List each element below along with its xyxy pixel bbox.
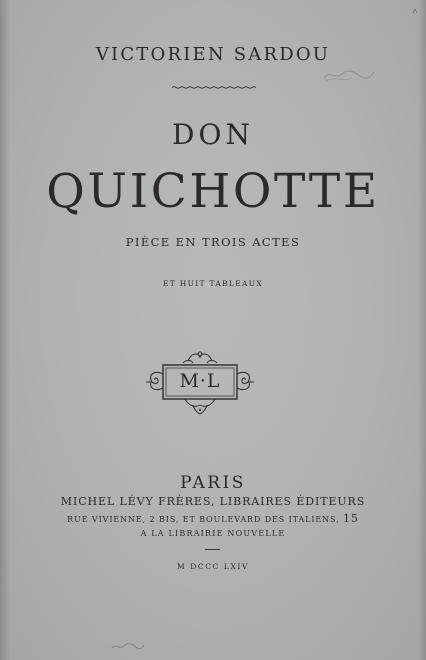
page-edge-shadow-right <box>418 0 426 660</box>
subtitle-acts: PIÈCE EN TROIS ACTES <box>125 235 301 249</box>
title-line-don: DON <box>172 118 254 151</box>
bottom-pencil-mark <box>110 640 146 652</box>
publisher-emblem <box>143 348 257 418</box>
emblem-monogram: M·L <box>179 370 221 392</box>
imprint-bookseller: A LA LIBRAIRIE NOUVELLE <box>140 529 286 538</box>
author-wavy-rule <box>172 86 256 89</box>
imprint-publisher: MICHEL LÉVY FRÈRES, LIBRAIRES ÉDITEURS <box>60 495 366 508</box>
faded-stamp-mark <box>320 66 376 84</box>
corner-pencil-mark <box>412 8 418 14</box>
imprint-address <box>0 512 426 525</box>
page-edge-shadow-left <box>0 0 10 660</box>
imprint-address-number: 15 <box>343 512 359 525</box>
imprint-divider <box>205 549 220 550</box>
title-line-quichotte: QUICHOTTE <box>46 164 380 219</box>
imprint-city: PARIS <box>180 473 246 493</box>
author-name: VICTORIEN SARDOU <box>95 44 331 65</box>
imprint-year: M DCCC LXIV <box>177 562 249 571</box>
imprint-address-street: RUE VIVIENNE, 2 BIS, ET BOULEVARD DES ITALIENS, <box>67 515 340 524</box>
subtitle-tableaux: ET HUIT TABLEAUX <box>163 279 263 288</box>
